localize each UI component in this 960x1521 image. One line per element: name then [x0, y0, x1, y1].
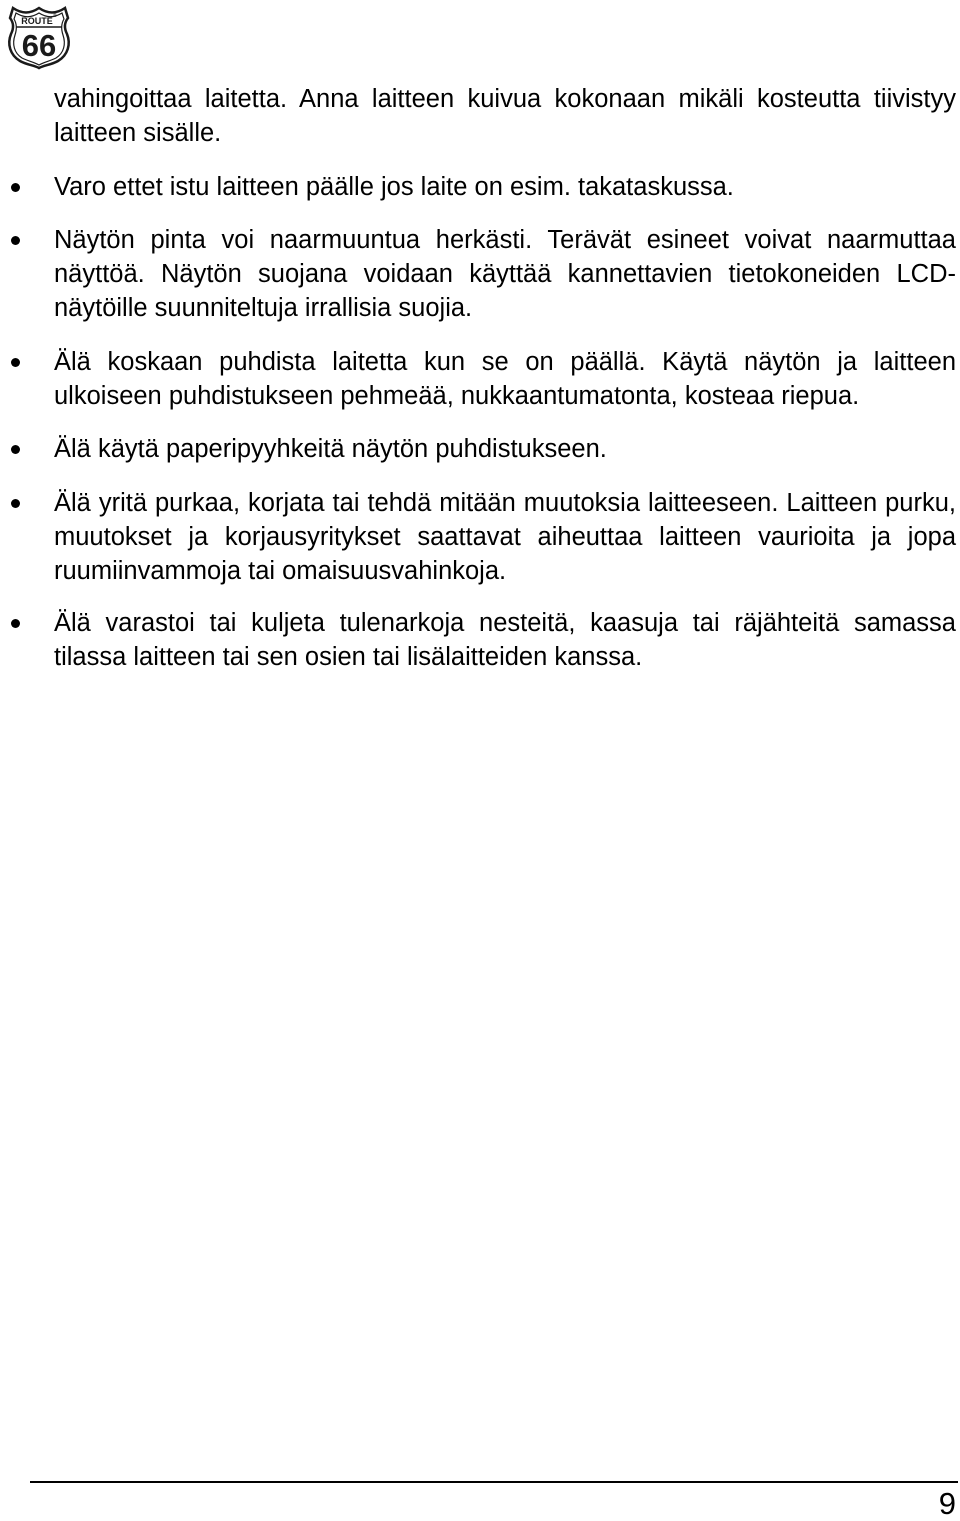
footer-divider — [30, 1481, 958, 1483]
bullet-item — [54, 345, 956, 413]
bullet-item — [54, 170, 956, 204]
bullet-text: Älä koskaan puhdista laitetta kun se on päällä. Käytä näytön ja laitteen ulkoiseen puhdistukseen pehmeää, nukkaantumatonta, kosteaa riepua. — [54, 348, 956, 410]
route-66-logo — [6, 4, 72, 70]
bullet-icon — [11, 236, 20, 245]
bullet-text: Näytön pinta voi naarmuuntua herkästi. Terävät esineet voivat naarmuttaa näyttöä. Näytön suojana voidaan käyttää kannettavien tietokoneiden LCD-näytöille suunniteltuja irrallisia suojia. — [54, 226, 956, 322]
bullet-item — [54, 486, 956, 588]
document-body — [54, 82, 956, 674]
logo-number: 66 — [21, 28, 57, 63]
logo-word: ROUTE — [21, 16, 53, 26]
bullet-item — [54, 606, 956, 674]
page-number: 9 — [938, 1486, 956, 1521]
bullet-icon — [11, 183, 20, 192]
bullet-text: Älä varastoi tai kuljeta tulenarkoja nesteitä, kaasuja tai räjähteitä samassa tilassa laitteen tai sen osien tai lisälaitteiden kanssa. — [54, 609, 956, 671]
bullet-item — [54, 432, 956, 466]
bullet-icon — [11, 445, 20, 454]
bullet-item — [54, 223, 956, 325]
route-66-shield-icon — [6, 4, 72, 70]
bullet-text: Varo ettet istu laitteen päälle jos laite on esim. takataskussa. — [54, 173, 734, 201]
bullet-icon — [11, 619, 20, 628]
logo-registered-mark: ® — [53, 13, 57, 19]
intro-paragraph: vahingoittaa laitetta. Anna laitteen kuivua kokonaan mikäli kosteutta tiivistyy laitteen sisälle. — [54, 85, 956, 147]
bullet-icon — [11, 358, 20, 367]
bullet-icon — [11, 499, 20, 508]
bullet-text: Älä yritä purkaa, korjata tai tehdä mitään muutoksia laitteeseen. Laitteen purku, muutokset ja korjausyritykset saattavat aiheuttaa laitteen vaurioita ja jopa ruumiinvammoja tai omaisuusvahinkoja. — [54, 489, 956, 585]
bullet-text: Älä käytä paperipyyhkeitä näytön puhdistukseen. — [54, 435, 607, 463]
